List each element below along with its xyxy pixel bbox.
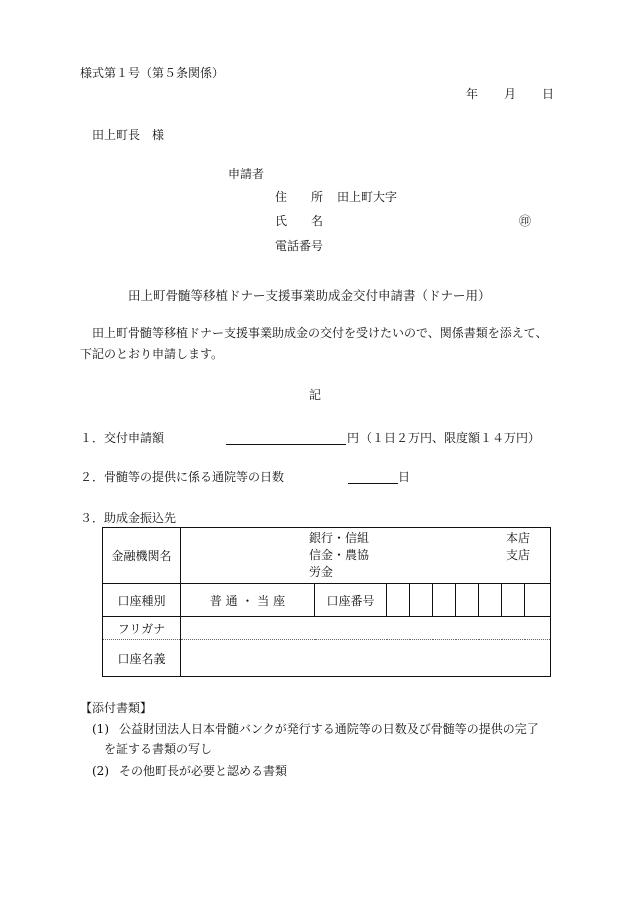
account-number-digit[interactable]: [387, 584, 410, 617]
name-label: 氏 名: [275, 214, 324, 228]
inst-type-1: 銀行・信組: [309, 531, 370, 545]
branch-type-2: 支店: [506, 548, 531, 562]
furigana-label: フリガナ: [103, 617, 181, 640]
form-number: 様式第１号（第５条関係）: [80, 66, 225, 80]
account-number-digit[interactable]: [410, 584, 433, 617]
address-value: 田上町大字: [337, 190, 398, 204]
date-day: 日: [542, 87, 555, 101]
item1-note: （１日２万円、限度額１４万円）: [360, 431, 541, 445]
item3-label: ３．助成金振込先: [80, 511, 177, 525]
attachment-2-number: (2): [92, 764, 109, 778]
inst-type-3: 労金: [309, 565, 334, 579]
applicant-label: 申請者: [228, 167, 265, 181]
item1-unit: 円: [347, 431, 360, 445]
intro-line-2: 下記のとおり申請します。: [80, 347, 224, 361]
account-number-digit[interactable]: [502, 584, 525, 617]
item2-label: ２．骨髄等の提供に係る通院等の日数: [80, 470, 285, 484]
attachment-1-line-1: 公益財団法人日本骨髄バンクが発行する通院等の日数及び骨髄等の提供の完了: [119, 722, 539, 736]
date-year: 年: [466, 87, 479, 101]
days-field-line[interactable]: [348, 483, 398, 484]
item2-unit: 日: [398, 470, 411, 484]
item1-label: １．交付申請額: [80, 431, 165, 445]
bank-account-table: [102, 527, 551, 677]
institution-field[interactable]: [181, 528, 551, 584]
account-name-field[interactable]: [181, 640, 551, 677]
phone-label: 電話番号: [275, 239, 324, 253]
account-name-label: 口座名義: [103, 640, 181, 677]
account-type-options[interactable]: 普 通 ・ 当 座: [181, 584, 315, 617]
account-number-label: 口座番号: [315, 584, 387, 617]
account-number-digit[interactable]: [456, 584, 479, 617]
addressee: 田上町長 様: [92, 128, 165, 142]
intro-line-1: 田上町骨髄等移植ドナー支援事業助成金の交付を受けたいので、関係書類を添えて、: [92, 326, 548, 340]
attachment-2-text: その他町長が必要と認める書類: [119, 764, 288, 778]
account-type-label: 口座種別: [103, 584, 181, 617]
attachments-heading: 【添付書類】: [80, 701, 153, 715]
attachment-1-line-2: を証する書類の写し: [104, 742, 213, 756]
inst-type-2: 信金・農協: [309, 548, 370, 562]
branch-type-1: 本店: [506, 531, 531, 545]
date-month: 月: [504, 87, 517, 101]
amount-field-line[interactable]: [226, 444, 346, 445]
institution-label: 金融機関名: [103, 528, 181, 584]
account-number-digit[interactable]: [479, 584, 502, 617]
document-title: 田上町骨髄等移植ドナー支援事業助成金交付申請書（ドナー用）: [128, 288, 491, 303]
attachment-1-number: (1): [92, 722, 109, 736]
furigana-field[interactable]: [181, 617, 551, 640]
account-number-digit[interactable]: [525, 584, 551, 617]
ki-heading: 記: [309, 388, 322, 402]
address-label: 住 所: [275, 190, 324, 204]
account-number-digit[interactable]: [433, 584, 456, 617]
seal-mark: ㊞: [519, 214, 532, 228]
